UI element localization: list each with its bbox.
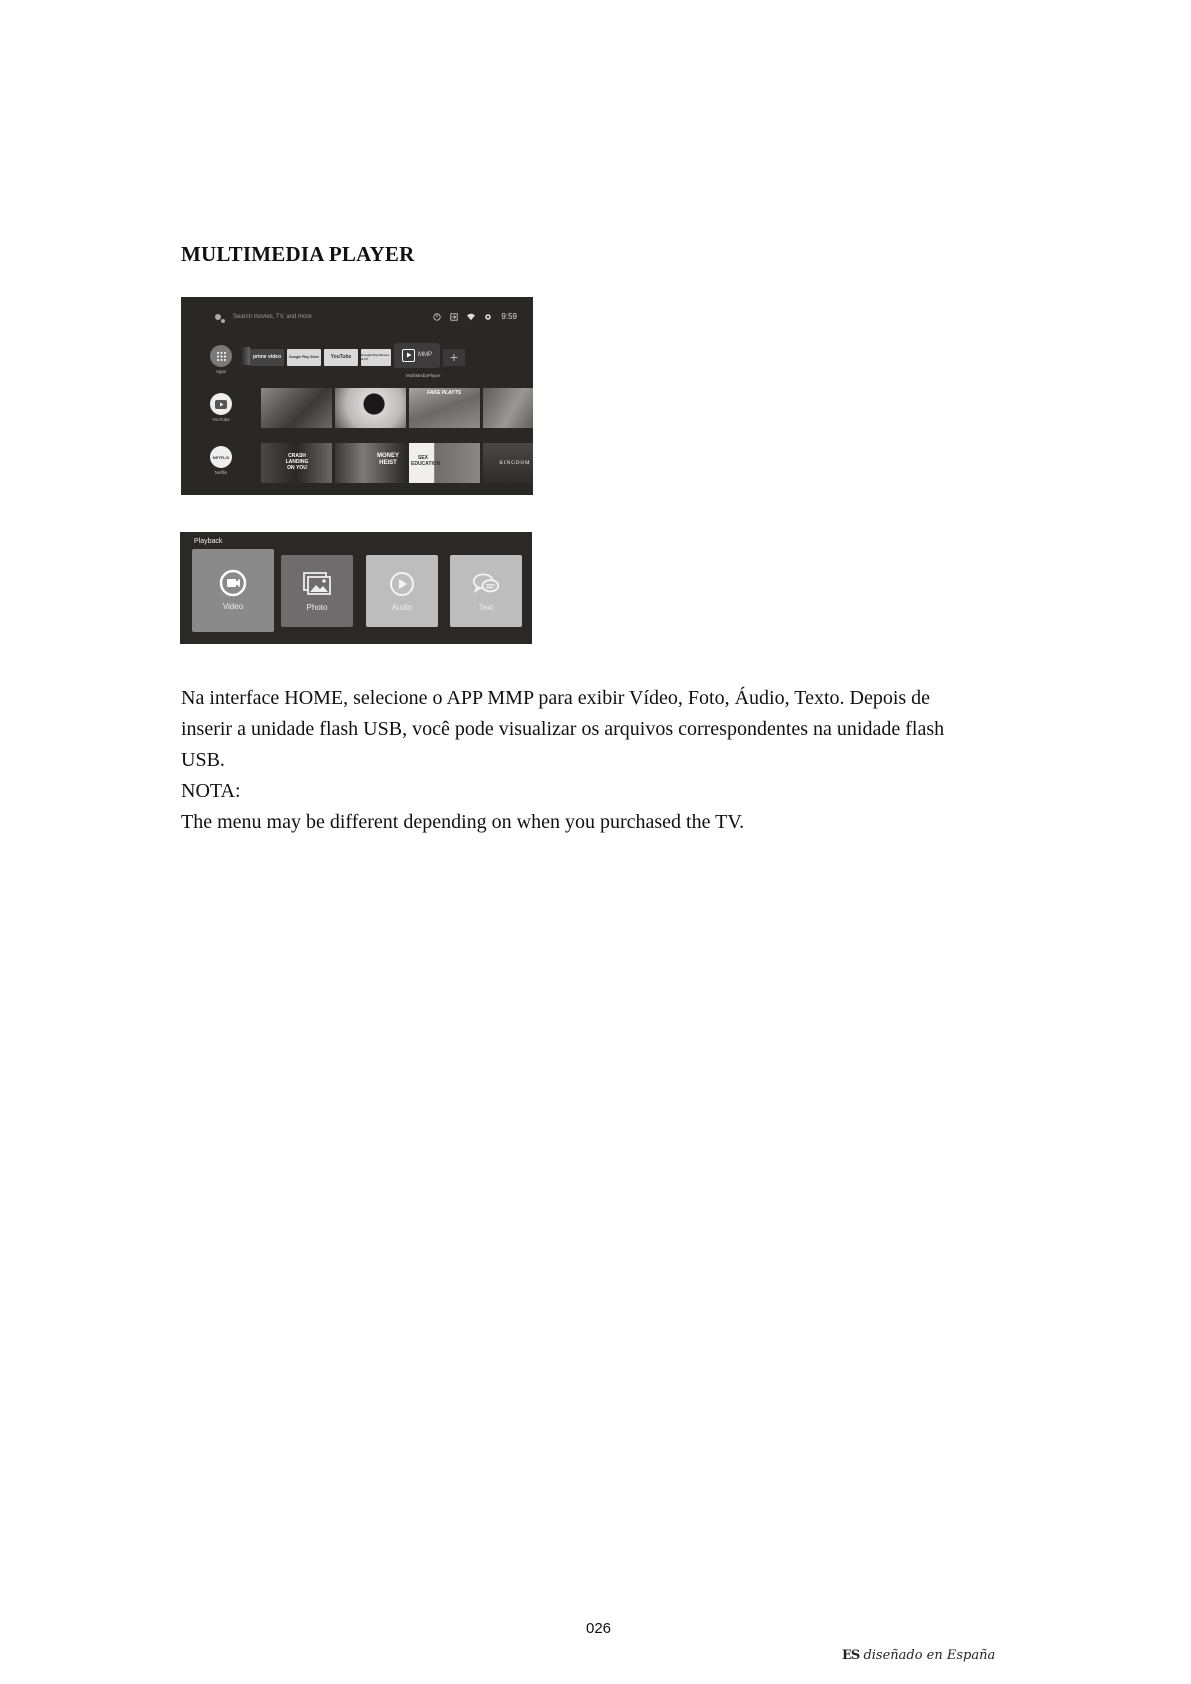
page-number: 026 bbox=[586, 1620, 612, 1637]
text-button[interactable] bbox=[450, 555, 522, 627]
add-app-button[interactable]: + bbox=[443, 349, 465, 366]
youtube-icon bbox=[210, 393, 232, 415]
brand-mark: ES bbox=[842, 1648, 860, 1663]
favorite-apps-row bbox=[250, 347, 465, 367]
video-label: Video bbox=[222, 602, 244, 611]
thumbnail-title: CRASH LANDING ON YOU bbox=[285, 453, 309, 471]
clock-text: 9:59 bbox=[501, 312, 517, 321]
thumbnail[interactable] bbox=[483, 443, 533, 483]
mmp-play-icon bbox=[402, 349, 415, 362]
thumbnail[interactable] bbox=[335, 388, 406, 428]
apps-shortcut[interactable] bbox=[209, 345, 233, 374]
brand-text: diseñado en España bbox=[863, 1648, 996, 1663]
thumbnail[interactable] bbox=[261, 388, 332, 428]
instruction-line-1: Na interface HOME, selecione o APP MMP para exibir Vídeo, Foto, Áudio, Texto. Depois de bbox=[181, 687, 931, 709]
notification-icon bbox=[433, 313, 441, 321]
note-text: The menu may be different depending on when you purchased the TV. bbox=[181, 811, 745, 833]
wifi-icon bbox=[467, 313, 475, 321]
youtube-thumbnail-row bbox=[261, 388, 533, 428]
thumbnail[interactable] bbox=[483, 388, 533, 428]
thumbnail[interactable] bbox=[261, 443, 332, 483]
mmp-app-tile[interactable] bbox=[394, 343, 440, 368]
netflix-icon: NETFLIX bbox=[210, 446, 232, 468]
gear-icon bbox=[484, 313, 492, 321]
play-movies-tile[interactable]: Google Play Movies & TV bbox=[361, 349, 391, 366]
google-assistant-icon bbox=[215, 314, 225, 324]
chat-bubbles-icon bbox=[472, 571, 500, 597]
apps-label: Apps bbox=[215, 369, 227, 374]
prime-video-tile[interactable]: prime video bbox=[250, 349, 284, 366]
search-placeholder: Search movies, TV, and more bbox=[233, 314, 312, 320]
photo-label: Photo bbox=[306, 602, 328, 612]
apps-grid-icon bbox=[210, 345, 232, 367]
photo-button[interactable] bbox=[281, 555, 353, 627]
input-source-icon bbox=[450, 313, 458, 321]
row-fade bbox=[241, 347, 250, 365]
mmp-tile-label: MMP bbox=[418, 352, 432, 358]
playback-menu-screenshot bbox=[180, 532, 532, 644]
youtube-label: YouTube bbox=[212, 417, 230, 422]
thumbnail-title: FAKE PLAYTS bbox=[427, 390, 462, 396]
home-screen-screenshot bbox=[181, 297, 533, 495]
instruction-line-3: USB. bbox=[181, 749, 225, 771]
playback-title: Playback bbox=[194, 538, 223, 545]
netflix-label: Netflix bbox=[214, 470, 228, 475]
thumbnail-title: MONEY HEIST bbox=[376, 453, 399, 466]
mmp-caption: MultiMediaPlayer bbox=[406, 373, 441, 378]
video-button[interactable] bbox=[192, 549, 274, 632]
thumbnail[interactable] bbox=[335, 443, 406, 483]
youtube-tile[interactable]: YouTube bbox=[324, 349, 358, 366]
play-store-tile[interactable]: Google Play Store bbox=[287, 349, 321, 366]
thumbnail[interactable] bbox=[409, 388, 480, 428]
section-heading: MULTIMEDIA PLAYER bbox=[181, 242, 415, 266]
audio-button[interactable] bbox=[366, 555, 438, 627]
netflix-thumbnail-row bbox=[261, 443, 533, 483]
photo-icon bbox=[303, 571, 331, 597]
brand-logo bbox=[842, 1648, 995, 1663]
audio-label: Audio bbox=[391, 602, 413, 612]
youtube-shortcut[interactable] bbox=[209, 393, 233, 422]
note-label: NOTA: bbox=[181, 780, 241, 802]
netflix-shortcut[interactable] bbox=[209, 446, 233, 475]
thumbnail[interactable] bbox=[409, 443, 480, 483]
audio-play-icon bbox=[388, 571, 416, 597]
text-label: Text bbox=[478, 602, 494, 612]
video-camera-icon bbox=[219, 570, 247, 596]
thumbnail-title: KINGDOM bbox=[499, 461, 531, 466]
home-top-bar bbox=[181, 309, 533, 329]
status-icons bbox=[433, 312, 517, 321]
instruction-line-2: inserir a unidade flash USB, você pode visualizar os arquivos correspondentes na unidade flash bbox=[181, 718, 945, 740]
thumbnail-title: SEX EDUCATION bbox=[411, 455, 441, 467]
